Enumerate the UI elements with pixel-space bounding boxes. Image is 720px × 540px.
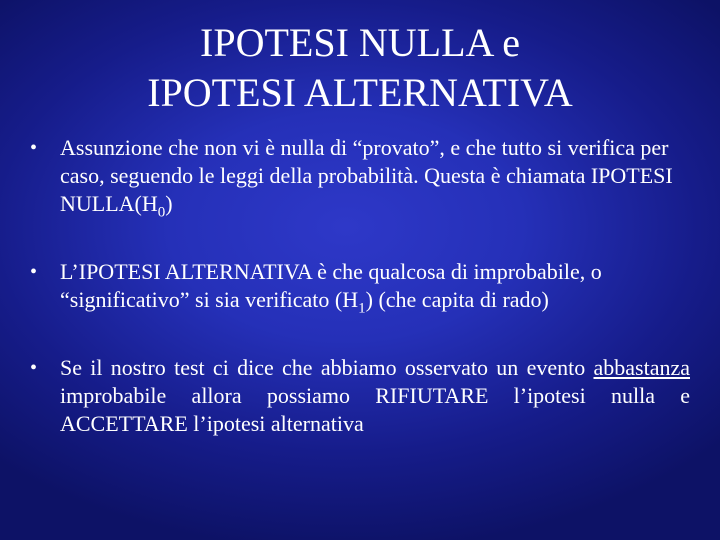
title-line-1: IPOTESI NULLA e bbox=[200, 20, 520, 65]
bullet-text-end: improbabile allora possiamo RIFIUTARE l’ipotesi nulla e ACCETTARE l’ipotesi alternativa bbox=[60, 383, 690, 436]
bullet-text-main: Assunzione che non vi è nulla di “provato”, e che tutto si verifica per caso, seguendo le leggi della probabilità. Questa è chiamata IPOTESI NULLA(H bbox=[60, 135, 673, 216]
subscript: 1 bbox=[358, 300, 366, 317]
underlined-word: abbastanza bbox=[593, 355, 690, 380]
bullet-item-null-hypothesis bbox=[30, 134, 690, 221]
slide-title bbox=[0, 18, 720, 118]
bullet-text-main: Se il nostro test ci dice che abbiamo osservato un evento bbox=[60, 355, 594, 380]
bullet-text bbox=[60, 259, 602, 317]
bullet-text bbox=[60, 135, 673, 221]
bullet-icon: • bbox=[30, 137, 38, 159]
bullet-text-end: ) bbox=[165, 191, 173, 216]
bullet-list bbox=[30, 134, 690, 438]
subscript: 0 bbox=[157, 204, 166, 221]
bullet-icon: • bbox=[30, 357, 38, 379]
bullet-text-main: L’IPOTESI ALTERNATIVA è che qualcosa di improbabile, o “significativo” si sia verificato (H bbox=[60, 259, 602, 312]
title-line-2: IPOTESI ALTERNATIVA bbox=[147, 70, 573, 115]
bullet-text-end: ) (che capita di rado) bbox=[365, 287, 549, 312]
bullet-icon: • bbox=[30, 261, 38, 283]
bullet-item-test-decision bbox=[30, 354, 690, 438]
bullet-text bbox=[60, 354, 690, 438]
bullet-item-alternative-hypothesis bbox=[30, 258, 690, 317]
